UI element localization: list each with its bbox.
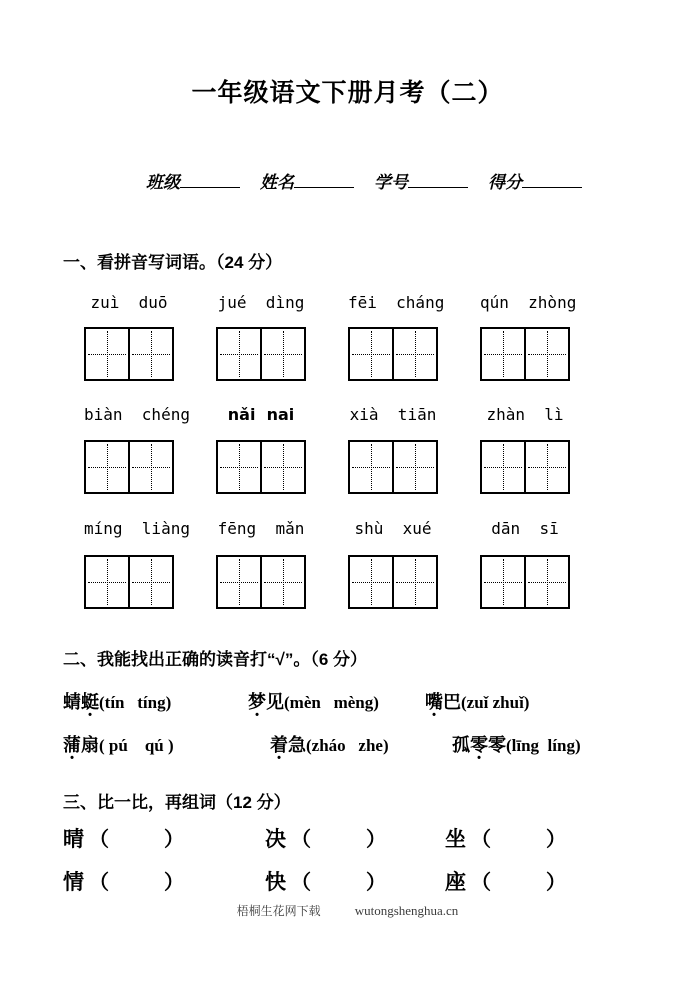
pronunciation-item [63,731,270,757]
open-paren: （ [89,872,109,894]
writing-grid [216,555,306,609]
grid-cell [218,442,260,492]
pinyin-label: míng liàng [84,519,190,538]
pinyin-label: dān sī [491,519,559,538]
open-paren: （ [89,829,109,851]
grid-cell [524,329,568,379]
number-blank-underline [408,171,468,188]
hanzi-word-emphasized: 蜓 [81,692,99,712]
hanzi-char: 快 [265,871,286,894]
section2-heading: 二、我能找出正确的读音打“√”。（6 分） [63,650,368,669]
hanzi-word-emphasized: 蒲 [63,735,81,755]
writing-grid [84,555,174,609]
hanzi-word: 巴 [443,692,461,712]
grid-cell [218,557,260,607]
writing-grid [348,327,438,381]
pinyin-options: (zuǐ zhuǐ) [461,693,530,712]
grid-cell [524,442,568,492]
writing-grid-row [84,440,570,494]
pinyin-row [84,519,570,539]
pinyin-row [84,405,570,425]
close-paren: ） [366,872,386,894]
hanzi-word-emphasized: 嘴 [425,692,443,712]
page-title: 一年级语文下册月考（二） [191,79,504,107]
number-field-label: 学号 [374,173,408,192]
compare-word-item [63,866,265,896]
writing-grid [348,440,438,494]
class-blank-underline [180,171,240,188]
close-paren: ） [366,829,386,851]
name-blank-underline [294,171,354,188]
grid-cell [128,557,172,607]
score-blank-underline [522,171,582,188]
pinyin-label: zuì duō [90,293,168,312]
grid-cell [482,442,524,492]
pinyin-label: jué dìng [217,293,305,312]
compare-word-item [265,823,445,853]
open-paren: （ [291,829,311,851]
pronunciation-row [63,688,529,714]
pronunciation-item [63,688,248,714]
pinyin-label: shù xué [354,519,432,538]
hanzi-word: 蜻 [63,692,81,712]
footer-site-name: 梧桐生花网下载 [236,904,321,918]
pinyin-options: (mèn mèng) [284,693,379,712]
hanzi-char: 情 [63,871,84,894]
hanzi-word: 孤 [452,735,470,755]
grid-cell [128,329,172,379]
pinyin-label: biàn chéng [84,405,190,424]
hanzi-word: 急 [288,735,306,755]
compare-word-item [445,866,566,896]
grid-cell [260,557,304,607]
pinyin-label: qún zhòng [480,293,577,312]
pinyin-options: (līng líng) [506,736,581,755]
grid-cell [350,442,392,492]
pinyin-label: xià tiān [349,405,437,424]
open-paren: （ [471,872,491,894]
close-paren: ） [546,872,566,894]
score-field-label: 得分 [488,173,522,192]
pinyin-row [84,293,577,313]
pronunciation-item [452,731,581,757]
pinyin-label: fēng mǎn [217,519,305,538]
pronunciation-item [425,688,529,714]
grid-cell [350,557,392,607]
writing-grid [216,440,306,494]
class-field-label: 班级 [146,173,180,192]
writing-grid [480,555,570,609]
writing-grid [348,555,438,609]
grid-cell [128,442,172,492]
pronunciation-item [270,731,452,757]
compare-word-item [265,866,445,896]
hanzi-char: 座 [445,871,466,894]
pinyin-label: zhàn lì [486,405,564,424]
hanzi-word-emphasized: 着 [270,735,288,755]
grid-cell [392,442,436,492]
student-info-line [146,168,582,193]
grid-cell [392,329,436,379]
footer-site-url: wutongshenghua.cn [354,903,459,918]
writing-grid-row [84,327,570,381]
writing-grid [216,327,306,381]
compare-word-item [445,823,566,853]
grid-cell [218,329,260,379]
grid-cell [350,329,392,379]
compare-words-row [63,866,566,896]
grid-cell [392,557,436,607]
pinyin-options: (tín tíng) [99,693,172,712]
pinyin-label: nǎi nai [227,405,295,424]
hanzi-word-emphasized: 零 [470,735,488,755]
close-paren: ） [546,829,566,851]
writing-grid [84,440,174,494]
close-paren: ） [164,829,184,851]
hanzi-word: 零 [488,735,506,755]
grid-cell [482,557,524,607]
section3-heading: 三、比一比，再组词（12 分） [63,793,291,812]
grid-cell [482,329,524,379]
pinyin-options: (zháo zhe) [306,736,389,755]
grid-cell [260,329,304,379]
compare-words-row [63,823,566,853]
grid-cell [86,442,128,492]
name-field-label: 姓名 [260,173,294,192]
section1-heading: 一、看拼音写词语。（24 分） [63,253,283,272]
hanzi-char: 坐 [445,828,466,851]
grid-cell [260,442,304,492]
hanzi-char: 决 [265,828,286,851]
grid-cell [524,557,568,607]
hanzi-char: 晴 [63,828,84,851]
writing-grid [84,327,174,381]
grid-cell [86,329,128,379]
pinyin-options: ( pú qú ) [99,736,174,755]
grid-cell [86,557,128,607]
footer [0,902,695,919]
pinyin-label: fēi cháng [348,293,445,312]
pronunciation-item [248,688,425,714]
hanzi-word: 扇 [81,735,99,755]
writing-grid [480,440,570,494]
writing-grid-row [84,555,570,609]
hanzi-word: 见 [266,692,284,712]
writing-grid [480,327,570,381]
close-paren: ） [164,872,184,894]
hanzi-word-emphasized: 梦 [248,692,266,712]
open-paren: （ [471,829,491,851]
pronunciation-row [63,731,581,757]
compare-word-item [63,823,265,853]
open-paren: （ [291,872,311,894]
